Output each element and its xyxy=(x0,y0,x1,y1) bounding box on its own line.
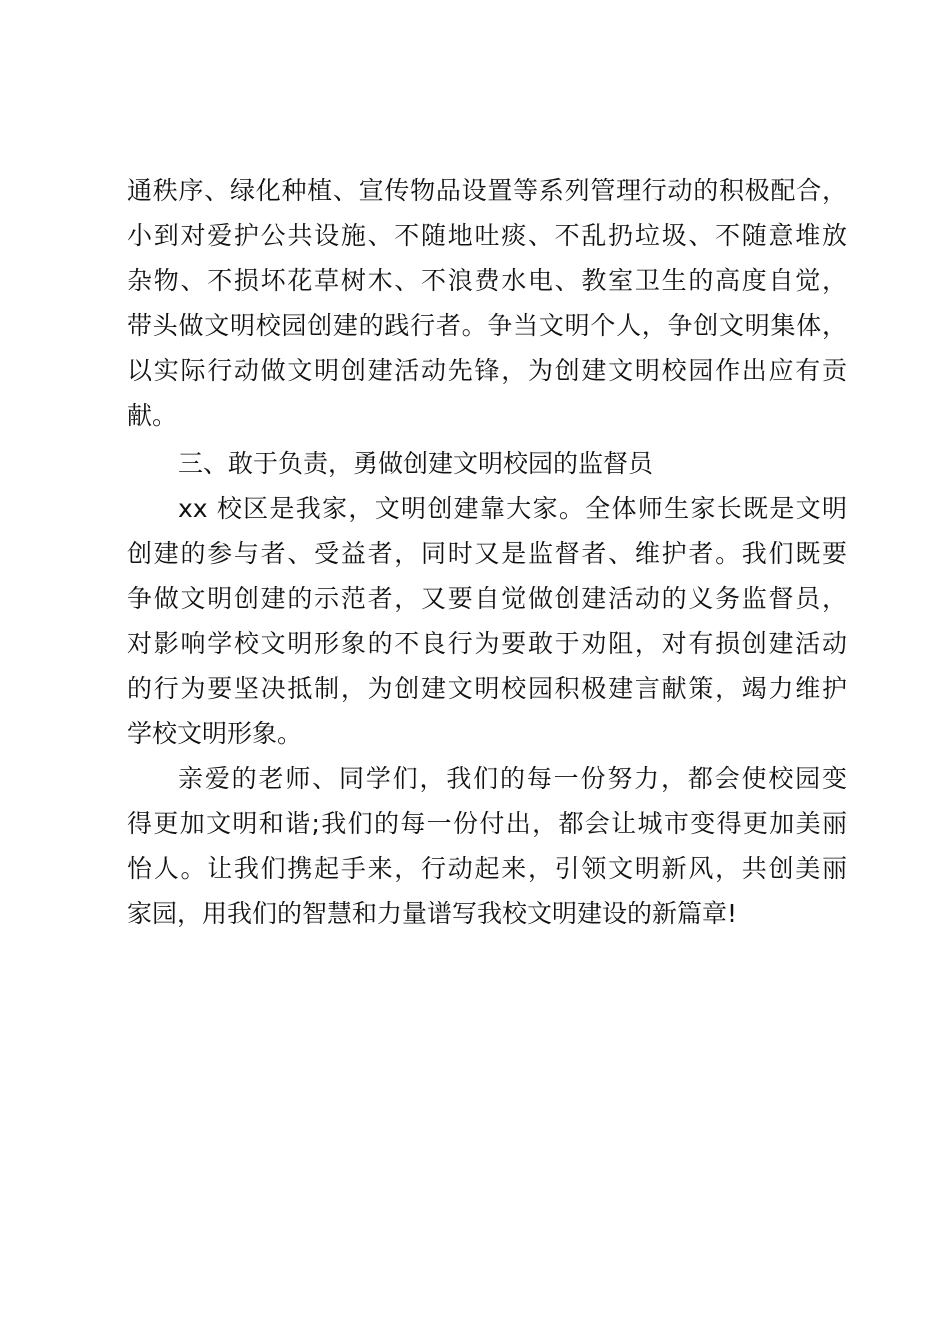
text-line: 对影响学校文明形象的不良行为要敢于劝阻，对有损创建活动 xyxy=(127,629,847,658)
text-line: 以实际行动做文明创建活动先锋，为创建文明校园作出应有贡 xyxy=(127,356,847,385)
text-line: 学校文明形象。 xyxy=(127,719,303,748)
text-line: 创建的参与者、受益者，同时又是监督者、维护者。我们既要 xyxy=(127,539,847,568)
text-line: 怡人。让我们携起手来，行动起来，引领文明新风，共创美丽 xyxy=(127,854,847,883)
text-line: 争做文明创建的示范者，又要自觉做创建活动的义务监督员， xyxy=(127,584,847,613)
text-line: 三、敢于负责，勇做创建文明校园的监督员 xyxy=(178,449,654,478)
section-heading-three xyxy=(127,441,847,486)
text-line: 小到对爱护公共设施、不随地吐痰、不乱扔垃圾、不随意堆放 xyxy=(127,221,847,250)
text-line: 杂物、不损坏花草树木、不浪费水电、教室卫生的高度自觉， xyxy=(127,266,847,295)
text-line: 通秩序、绿化种植、宣传物品设置等系列管理行动的积极配合， xyxy=(127,176,847,205)
text-line: 带头做文明校园创建的践行者。争当文明个人，争创文明集体， xyxy=(127,311,847,340)
text-line: 亲爱的老师、同学们，我们的每一份努力，都会使校园变 xyxy=(178,764,847,793)
paragraph-continuation xyxy=(127,168,847,438)
paragraph-supervision xyxy=(127,486,847,756)
text-line: 家园，用我们的智慧和力量谱写我校文明建设的新篇章! xyxy=(127,899,738,928)
text-line: 献。 xyxy=(127,401,178,430)
paragraph-closing xyxy=(127,756,847,936)
text-line: xx 校区是我家，文明创建靠大家。全体师生家长既是文明 xyxy=(178,494,847,523)
text-line: 得更加文明和谐;我们的每一份付出，都会让城市变得更加美丽 xyxy=(127,809,847,838)
text-line: 的行为要坚决抵制，为创建文明校园积极建言献策，竭力维护 xyxy=(127,674,847,703)
